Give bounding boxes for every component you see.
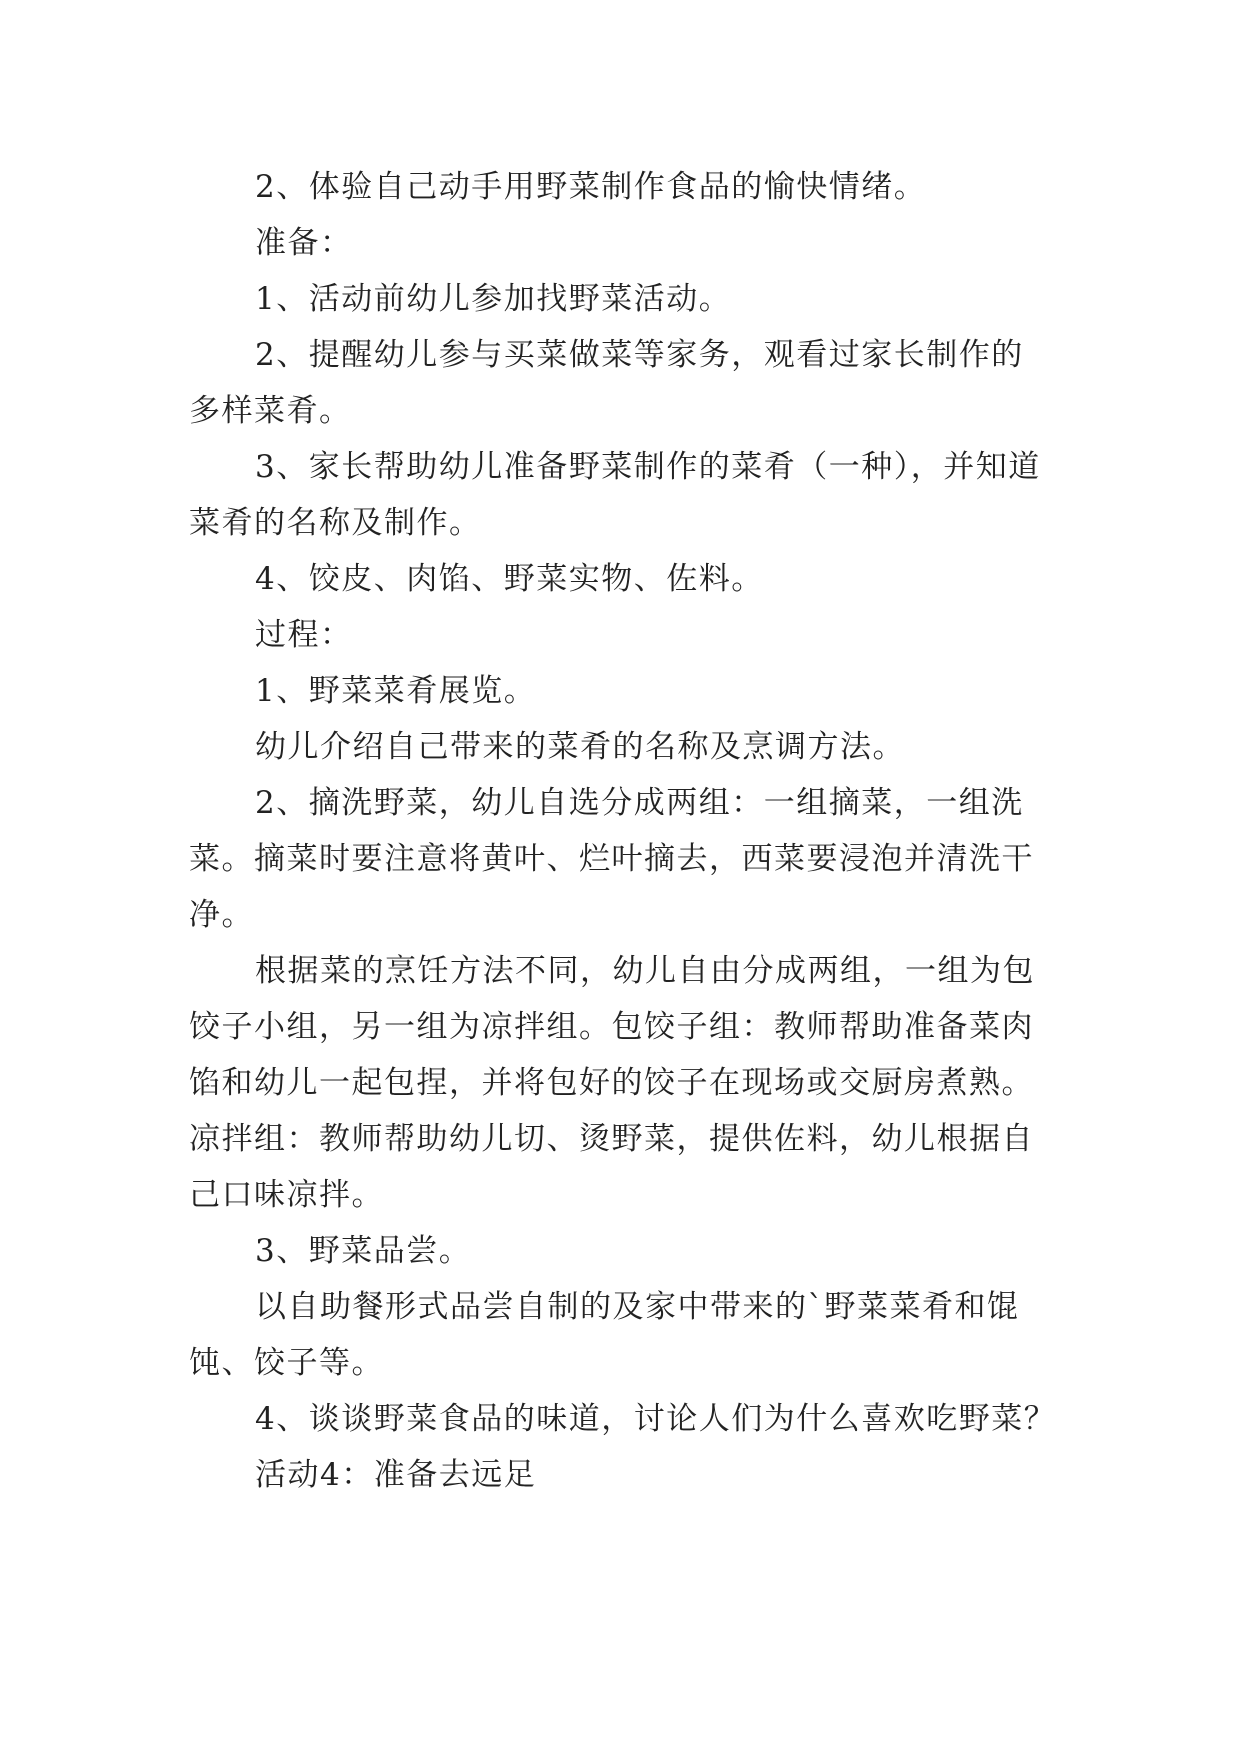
paragraph-prep-4: 4、饺皮、肉馅、野菜实物、佐料。 bbox=[255, 561, 764, 597]
paragraph-process-2-line2: 菜。摘菜时要注意将黄叶、烂叶摘去，西菜要浸泡并清洗干 bbox=[189, 841, 1034, 877]
paragraph-process-2-line3: 净。 bbox=[189, 897, 254, 933]
paragraph-groups-line5: 己口味凉拌。 bbox=[189, 1177, 384, 1213]
heading-process: 过程： bbox=[255, 617, 353, 653]
paragraph-tasting-line1: 以自助餐形式品尝自制的及家中带来的`野菜菜肴和馄 bbox=[255, 1289, 1020, 1325]
paragraph-prep-1: 1、活动前幼儿参加找野菜活动。 bbox=[255, 281, 732, 317]
heading-preparation: 准备： bbox=[255, 225, 353, 261]
paragraph-groups-line1: 根据菜的烹饪方法不同，幼儿自由分成两组，一组为包 bbox=[255, 953, 1035, 989]
paragraph-process-3: 3、野菜品尝。 bbox=[255, 1233, 472, 1269]
paragraph-process-4: 4、谈谈野菜食品的味道，讨论人们为什么喜欢吃野菜？ bbox=[255, 1401, 1057, 1437]
paragraph-prep-2-line1: 2、提醒幼儿参与买菜做菜等家务，观看过家长制作的 bbox=[255, 337, 1024, 373]
paragraph-groups-line3: 馅和幼儿一起包捏，并将包好的饺子在现场或交厨房煮熟。 bbox=[189, 1065, 1034, 1101]
paragraph-process-1-detail: 幼儿介绍自己带来的菜肴的名称及烹调方法。 bbox=[255, 729, 905, 765]
paragraph-prep-2-line2: 多样菜肴。 bbox=[189, 393, 352, 429]
paragraph-tasting-line2: 饨、饺子等。 bbox=[189, 1345, 384, 1381]
paragraph-prep-3-line2: 菜肴的名称及制作。 bbox=[189, 505, 482, 541]
paragraph-prep-3-line1: 3、家长帮助幼儿准备野菜制作的菜肴（一种），并知道 bbox=[255, 449, 1041, 485]
paragraph-goal-2: 2、体验自己动手用野菜制作食品的愉快情绪。 bbox=[255, 169, 927, 205]
paragraph-groups-line2: 饺子小组，另一组为凉拌组。包饺子组：教师帮助准备菜肉 bbox=[189, 1009, 1034, 1045]
paragraph-process-1: 1、野菜菜肴展览。 bbox=[255, 673, 537, 709]
paragraph-groups-line4: 凉拌组：教师帮助幼儿切、烫野菜，提供佐料，幼儿根据自 bbox=[189, 1121, 1034, 1157]
heading-activity-4: 活动4：准备去远足 bbox=[255, 1457, 537, 1493]
paragraph-process-2-line1: 2、摘洗野菜，幼儿自选分成两组：一组摘菜，一组洗 bbox=[255, 785, 1024, 821]
